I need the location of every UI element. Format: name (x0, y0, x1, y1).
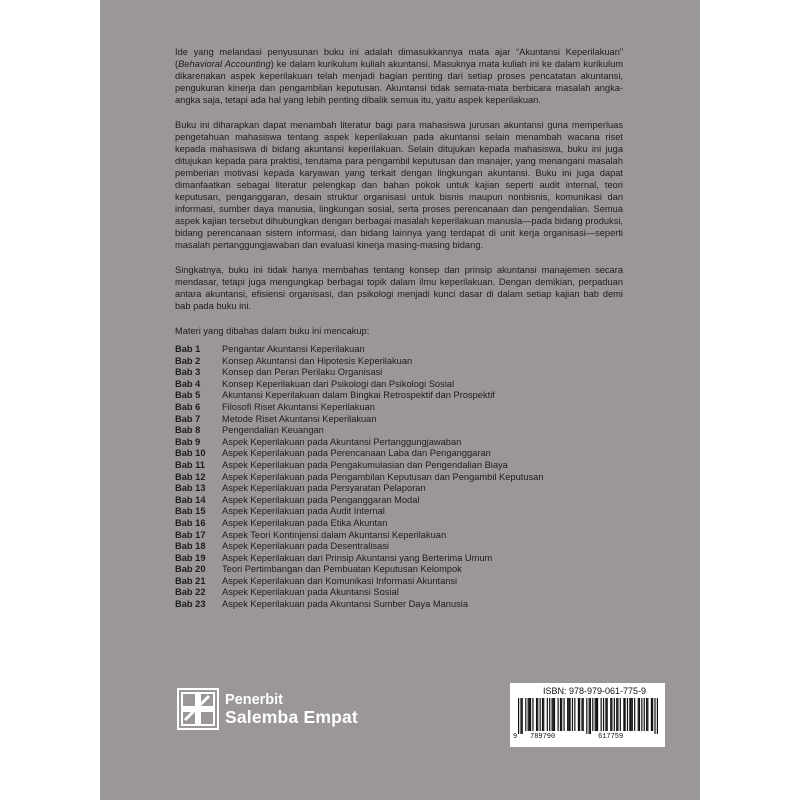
chapter-number: Bab 6 (175, 401, 201, 412)
barcode-bar (629, 698, 630, 731)
barcode-bar (639, 698, 640, 731)
barcode-bar (634, 698, 635, 731)
barcode-bar (542, 698, 543, 731)
chapter-number: Bab 1 (175, 344, 201, 354)
barcode-bar (561, 698, 562, 731)
chapter-title: Aspek Keperilakuan pada Pengambilan Keputusan dan Pengambil Keputusan (222, 471, 544, 482)
barcode-bar (574, 698, 575, 731)
publisher-label: Penerbit (225, 692, 284, 708)
chapter-number: Bab 14 (175, 494, 206, 505)
barcode-bar (543, 698, 544, 731)
chapter-number: Bab 3 (175, 367, 201, 378)
chapter-title: Aspek Keperilakuan pada Etika Akuntan (222, 517, 388, 528)
chapter-item (175, 344, 623, 356)
chapter-item (175, 472, 623, 484)
barcode-bar (532, 698, 533, 731)
chapter-title: Aspek Keperilakuan pada Penganggaran Modal (222, 494, 420, 505)
barcode-bar (611, 698, 612, 731)
chapter-item (175, 379, 623, 391)
barcode-bar (529, 698, 530, 731)
barcode-bar (597, 698, 598, 731)
paragraph-2: Buku ini diharapkan dapat menambah literatur bagi para mahasiswa jurusan akuntansi guna memperluas pengetahuan mahasiswa tentang aspek keperilakuan pada akuntansi selain menambah wacana riset kepada mahasiswa di bidang akuntansi keperilakuan. Selain ditujukan kepada mahasiswa, buku ini juga ditujukan kepada para praktisi, terutama para pengambil keputusan dan manajer, yang menangani masalah pemberian motivasi kepada karyawan yang terkait dengan lingkungan akuntansi. Buku ini juga dapat dimanfaatkan sebagai literatur pelengkap dan bahan pokok untuk kajian seperti audit internal, teori keputusan, penganggaran, desain struktur organisasi untuk bisnis maupun nonbisnis, komunikasi dan informasi, sumber daya manusia, lingkungan sosial, serta proses perencanaan dan pengendalian. Semua aspek kajian tersebut dihubungkan dengan berbagai masalah keperilakuan manusia—pada bidang produksi, bidang perencanaan sistem informasi, dan bidang lainnya yang terdapat di unit kerja organisasi—seperti masalah pertanggungjawaban dan evaluasi kinerja masing-masing bidang. (175, 120, 623, 250)
chapter-item (175, 506, 623, 518)
chapter-title: Pengendalian Keuangan (222, 425, 324, 436)
barcode-digits-left: 789790 (530, 733, 556, 741)
barcode-bar (583, 698, 584, 731)
chapter-title: Aspek Keperilakuan pada Akuntansi Sosial (222, 587, 399, 598)
chapter-title: Aspek Keperilakuan pada Desentralisasi (222, 541, 389, 552)
barcode-bar (641, 698, 642, 731)
italic-term: Behavioral Accounting (178, 59, 271, 69)
barcode-bar (578, 698, 579, 731)
barcode-bar (607, 698, 608, 731)
publisher-name (225, 692, 358, 726)
barcode-bar (638, 698, 639, 731)
chapter-item (175, 599, 623, 611)
barcode-bar (627, 698, 628, 731)
barcode-bar (563, 698, 564, 731)
barcode-bar (617, 698, 618, 731)
chapter-title: Konsep Akuntansi dan Hipotesis Keperilakuan (222, 355, 413, 366)
chapter-item (175, 495, 623, 507)
cover-text (175, 46, 623, 611)
publisher-title: Salemba Empat (225, 707, 358, 727)
barcode-bar (632, 698, 633, 731)
chapter-title: Aspek Teori Kontinjensi dalam Akuntansi Keperilakuan (222, 529, 447, 540)
chapter-title: Aspek Keperilakuan pada Akuntansi Pertanggungjawaban (222, 436, 462, 447)
chapter-title: Metode Riset Akuntansi Keperilakuan (222, 413, 377, 424)
barcode-bar (595, 698, 596, 731)
barcode-bar (651, 698, 652, 731)
barcode-bar (536, 698, 537, 731)
barcode-bar (616, 698, 617, 731)
barcode-bar (620, 698, 621, 731)
chapter-number: Bab 20 (175, 564, 206, 575)
barcode-bar (552, 698, 553, 731)
chapters-intro: Materi yang dibahas dalam buku ini mencakup: (175, 326, 370, 336)
chapter-item (175, 587, 623, 599)
chapter-number: Bab 19 (175, 552, 206, 563)
barcode-bar (547, 698, 548, 731)
chapter-item (175, 414, 623, 426)
back-cover (100, 0, 700, 800)
chapter-item (175, 518, 623, 530)
barcode-bar (657, 698, 658, 734)
barcode-bar (560, 698, 561, 731)
barcode-bar (569, 698, 570, 731)
barcode-bar (520, 698, 521, 734)
barcode-bar (610, 698, 611, 731)
chapter-number: Bab 8 (175, 425, 201, 436)
barcode-bar (572, 698, 573, 731)
chapter-title: Aspek Keperilakuan pada Perencanaan Laba dan Penganggaran (222, 448, 491, 459)
chapter-number: Bab 21 (175, 575, 206, 586)
barcode-bar (525, 698, 526, 731)
chapter-number: Bab 7 (175, 413, 201, 424)
chapter-number: Bab 5 (175, 390, 201, 401)
barcode-bar (614, 698, 615, 731)
chapter-item (175, 564, 623, 576)
chapter-number: Bab 18 (175, 541, 206, 552)
barcode-bar (540, 698, 541, 731)
barcode-bar (579, 698, 580, 731)
barcode-bar (549, 698, 550, 731)
chapter-title: Teori Pertimbangan dan Pembuatan Keputusan Kelompok (222, 564, 462, 575)
barcode-bar (652, 698, 653, 731)
barcode-bar (592, 698, 593, 731)
isbn-barcode (510, 683, 665, 747)
paragraph-1: Ide yang melandasi penyusunan buku ini adalah dimasukkannya mata ajar “Akuntansi Keperilakuan” (Behavioral Accounting) ke dalam kurikulum kuliah akuntansi. Masuknya mata kuliah ini ke dalam kurikulum dikarenakan aspek keperilakuan telah menjadi bagian penting dari setiap proses pencatatan akuntansi, pengukuran kinerja dan pengambilan keputusan. Akuntansi tidak semata-mata berbicara masalah angka-angka saja, tetapi ada hal yang lebih penting dibalik semua itu, yaitu aspek keperilakuan. (175, 47, 623, 105)
chapter-list (175, 344, 623, 611)
barcode-bar (557, 698, 558, 731)
chapter-title: Aspek Keperilakuan dari Komunikasi Informasi Akuntansi (222, 575, 458, 586)
barcode-bar (596, 698, 597, 731)
chapter-item (175, 356, 623, 368)
chapter-number: Bab 15 (175, 506, 206, 517)
chapter-title: Aspek Keperilakuan pada Persyaratan Pelaporan (222, 483, 426, 494)
barcode-bar (518, 698, 519, 734)
chapter-title: Akuntansi Keperilakuan dalam Bingkai Retrospektif dan Prospektif (222, 390, 495, 401)
chapter-title: Aspek Keperilakuan pada Audit Internal (222, 506, 385, 517)
chapter-item (175, 390, 623, 402)
chapter-number: Bab 23 (175, 599, 206, 610)
chapter-title: Konsep dan Peran Perilaku Organisasi (222, 367, 383, 378)
barcode-bar (605, 698, 606, 731)
chapter-number: Bab 22 (175, 587, 206, 598)
chapter-number: Bab 4 (175, 378, 201, 389)
barcode-bar (568, 698, 569, 731)
chapter-item (175, 530, 623, 542)
chapter-number: Bab 2 (175, 355, 201, 366)
chapter-number: Bab 9 (175, 436, 201, 447)
barcode-bar (589, 698, 590, 734)
barcode-bar (654, 698, 655, 734)
barcode-digit-first: 9 (513, 733, 518, 741)
chapter-item (175, 402, 623, 414)
chapter-title: Konsep Keperilakuan dari Psikologi dan Psikologi Sosial (222, 378, 455, 389)
barcode-bar (567, 698, 568, 731)
barcode-bar (528, 698, 529, 731)
chapter-item (175, 448, 623, 460)
chapter-title: Aspek Keperilakuan pada Pengakumulasian dan Pengendalian Biaya (222, 459, 508, 470)
barcode-bar (625, 698, 626, 731)
barcode-bar (581, 698, 582, 731)
chapter-title: Filosofi Riset Akuntansi Keperilakuan (222, 401, 375, 412)
chapter-item (175, 576, 623, 588)
barcode-bar (522, 698, 523, 734)
barcode-bar (530, 698, 531, 731)
barcode-bar (644, 698, 645, 731)
chapter-item (175, 437, 623, 449)
chapter-item (175, 425, 623, 437)
chapter-title: Aspek Keperilakuan dari Prinsip Akuntansi yang Berterima Umum (222, 552, 493, 563)
paragraph-3: Singkatnya, buku ini tidak hanya membahas tentang konsep dan prinsip akuntansi manajemen secara mendasar, tetapi juga mengungkap berbagai topik dalam ilmu keperilakuan. Dengan demikian, perpaduan antara akuntansi, efisiensi organisasi, dan psikologi menjadi kunci dasar di dalam setiap kajian bab demi bab pada buku ini. (175, 265, 623, 311)
chapter-number: Bab 13 (175, 483, 206, 494)
chapter-item (175, 553, 623, 565)
chapter-number: Bab 12 (175, 471, 206, 482)
barcode-bar (647, 698, 648, 731)
chapter-title: Aspek Keperilakuan pada Akuntansi Sumber Daya Manusia (222, 599, 468, 610)
barcode-bar (630, 698, 631, 731)
barcode-bar (623, 698, 624, 731)
chapter-number: Bab 17 (175, 529, 206, 540)
publisher-block (177, 688, 358, 730)
chapter-number: Bab 16 (175, 517, 206, 528)
chapter-item (175, 483, 623, 495)
barcode-bar (603, 698, 604, 731)
chapter-title: Pengantar Akuntansi Keperilakuan (222, 344, 365, 354)
chapter-number: Bab 11 (175, 459, 205, 470)
barcode-bar (554, 698, 555, 731)
barcode-bar (646, 698, 647, 731)
barcode-bar (601, 698, 602, 731)
isbn-number: ISBN: 978-979-061-775-9 (543, 686, 647, 696)
barcode-bar (590, 698, 591, 734)
barcode-bar (586, 698, 587, 734)
salemba-empat-logo-icon (177, 688, 219, 730)
chapter-number: Bab 10 (175, 448, 206, 459)
barcode-bars (518, 698, 658, 734)
chapter-item (175, 367, 623, 379)
chapter-item (175, 460, 623, 472)
chapter-item (175, 541, 623, 553)
barcode-bar (553, 698, 554, 731)
barcode-bar (537, 698, 538, 731)
barcode-digits-right: 617759 (598, 733, 624, 741)
